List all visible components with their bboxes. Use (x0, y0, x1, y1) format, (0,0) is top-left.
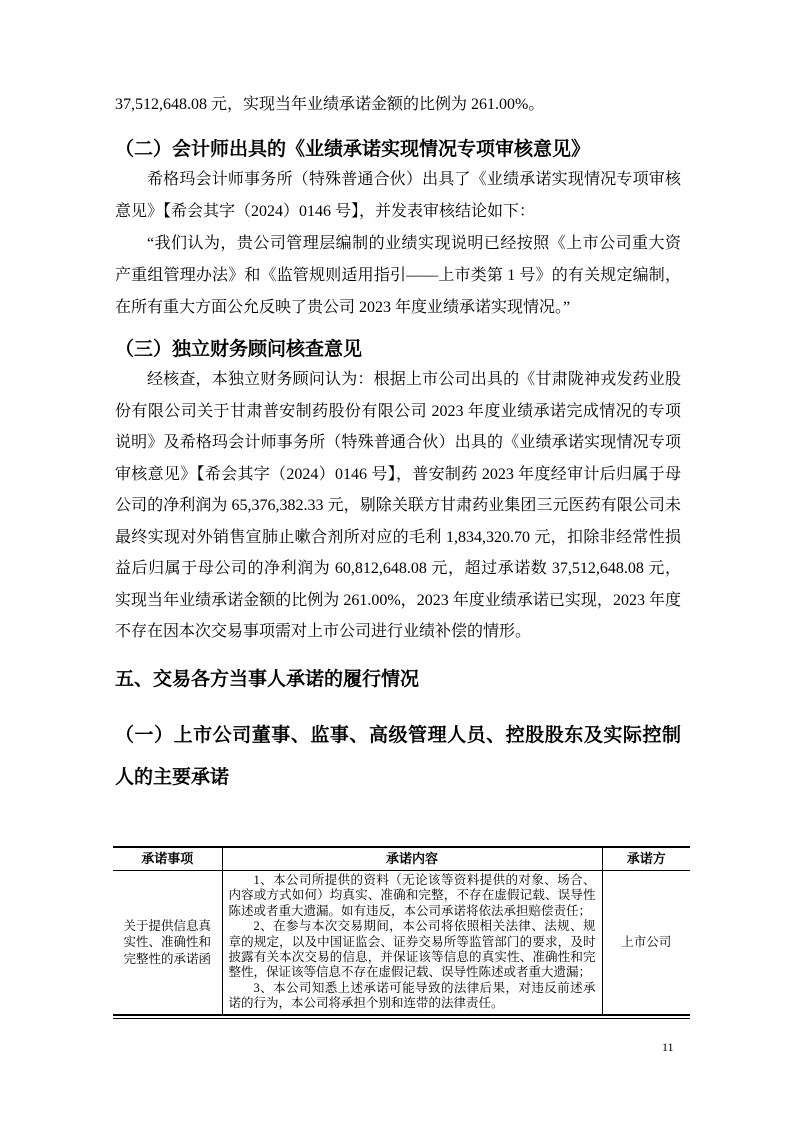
paragraph-auditor-firm: 希格玛会计师事务所（特殊普通合伙）出具了《业绩承诺实现情况专项审核意见》【希会其字（2024）0146 号】，并发表审核结论如下： (115, 171, 681, 220)
commitment-clause-2: 2、在参与本次交易期间，本公司将依照相关法律、法规、规章的规定，以及中国证监会、证券交易所等监管部门的要求，及时披露有关本次交易的信息，并保证该等信息的真实性、准确性和完整性，保证该等信息不存在虚假记载、误导性陈述或者重大遗漏； (228, 919, 596, 980)
table-header-commitment-party: 承诺方 (602, 847, 690, 871)
commitment-party-cell: 上市公司 (602, 871, 690, 1015)
heading-auditor-report: （二）会计师出具的《业绩承诺实现情况专项审核意见》 (115, 139, 591, 160)
commitment-clause-3: 3、本公司知悉上述承诺可能导致的法律后果，对违反前述承诺的行为，本公司将承担个别和连带的法律责任。 (228, 980, 596, 1011)
heading-subsection-one: （一）上市公司董事、监事、高级管理人员、控股股东及实际控制人的主要承诺 (115, 724, 681, 788)
heading-section-five: 五、交易各方当事人承诺的履行情况 (115, 668, 420, 690)
table-header-commitment-item: 承诺事项 (113, 847, 222, 871)
paragraph-carryover: 37,512,648.08 元，实现当年业绩承诺金额的比例为 261.00%。 (115, 96, 545, 113)
table-bottom-double-rule (113, 1018, 690, 1019)
table-header-commitment-content: 承诺内容 (222, 847, 602, 871)
page-number: 11 (662, 1040, 674, 1054)
commitment-clause-1: 1、本公司所提供的资料（无论该等资料提供的对象、场合、内容或方式如何）均真实、准确和完整，不存在虚假记载、误导性陈述或者重大遗漏。如有违反，本公司承诺将依法承担赔偿责任； (228, 873, 596, 918)
table-row (113, 871, 690, 1015)
commitments-table-container (113, 846, 690, 1019)
paragraph-auditor-conclusion: “我们认为，贵公司管理层编制的业绩实现说明已经按照《上市公司重大资产重组管理办法》和《监管规则适用指引——上市类第 1 号》的有关规定编制，在所有重大方面公允反映了贵公司 2023 年度业绩承诺实现情况。” (115, 235, 681, 316)
table-header-row (113, 847, 690, 871)
commitments-table (113, 846, 690, 1016)
commitment-item-cell: 关于提供信息真实性、准确性和完整性的承诺函 (123, 918, 211, 966)
document-body (115, 89, 681, 799)
commitment-content-cell (222, 871, 602, 1015)
paragraph-advisor-opinion: 经核查，本独立财务顾问认为：根据上市公司出具的《甘肃陇神戎发药业股份有限公司关于甘肃普安制药股份有限公司 2023 年度业绩承诺完成情况的专项说明》及希格玛会计师事务所（特殊普通合伙）出具的《业绩承诺实现情况专项审核意见》【希会其字（2024）0146 号】，普安制药 2023 年度经审计后归属于母公司的净利润为 65,376,382.33 元，剔除关联方甘肃药业集团三元医药有限公司未最终实现对外销售宣肺止嗽合剂所对应的毛利 1,834,320.70 元，扣除非经常性损益后归属于母公司的净利润为 60,812,648.08 元，超过承诺数 37,512,648.08 元，实现当年业绩承诺金额的比例为 261.00%，2023 年度业绩承诺已实现，2023 年度不存在因本次交易事项需对上市公司进行业绩补偿的情形。 (115, 371, 681, 640)
heading-advisor-opinion: （三）独立财务顾问核查意见 (115, 339, 363, 360)
